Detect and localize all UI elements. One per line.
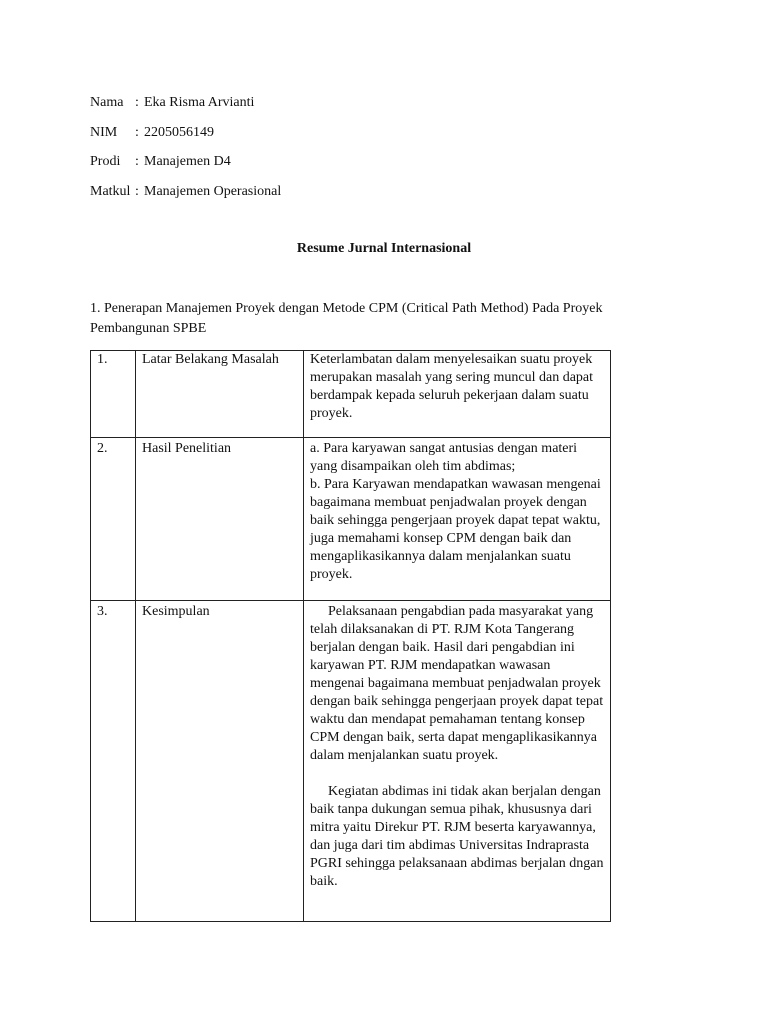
document-title: Resume Jurnal Internasional bbox=[296, 241, 472, 256]
content-point-a: a. Para karyawan sangat antusias dengan materi yang disampaikan oleh tim abdimas; bbox=[310, 441, 578, 474]
row-number: 3. bbox=[91, 601, 136, 922]
info-value: Eka Risma Arvianti bbox=[144, 95, 255, 110]
student-info bbox=[90, 93, 281, 211]
info-separator: : bbox=[135, 95, 139, 110]
row-content: Keterlambatan dalam menyelesaikan suatu proyek merupakan masalah yang sering muncul dan dapat berdampak kepada seluruh pekerjaan dalam suatu proyek. bbox=[304, 351, 611, 438]
row-number: 2. bbox=[91, 438, 136, 601]
table-row bbox=[91, 351, 611, 438]
info-value: Manajemen D4 bbox=[144, 154, 231, 169]
info-separator: : bbox=[135, 154, 139, 169]
info-label: Matkul bbox=[90, 183, 131, 199]
content-paragraph-2: Kegiatan abdimas ini tidak akan berjalan dengan baik tanpa dukungan semua pihak, khususnya dari mitra yaitu Direkur PT. RJM beserta karyawannya, dan juga dari tim abdimas Universitas Indraprasta PGRI sehingga pelaksanaan abdimas berjalan dngan baik. bbox=[310, 784, 604, 889]
info-value: 2205056149 bbox=[144, 124, 214, 140]
info-label: Prodi bbox=[90, 154, 121, 169]
info-separator: : bbox=[135, 183, 139, 199]
table-row bbox=[91, 438, 611, 601]
info-separator: : bbox=[135, 124, 139, 140]
info-value: Manajemen Operasional bbox=[144, 183, 282, 199]
info-row-matkul bbox=[90, 182, 281, 212]
info-label: NIM bbox=[90, 124, 118, 140]
row-label: Kesimpulan bbox=[136, 601, 304, 922]
resume-table bbox=[90, 350, 611, 922]
row-label: Latar Belakang Masalah bbox=[136, 351, 304, 438]
content-point-b: b. Para Karyawan mendapatkan wawasan mengenai bagaimana membuat penjadwalan proyek dengan baik sehingga pengerjaan proyek dapat tepat waktu, juga memahami konsep CPM dengan baik dan mengaplikasikannya dalam menjalankan suatu proyek. bbox=[310, 477, 601, 582]
info-row-nama bbox=[90, 93, 281, 123]
info-row-nim bbox=[90, 123, 281, 153]
info-row-prodi bbox=[90, 152, 281, 182]
section-heading: 1. Penerapan Manajemen Proyek dengan Metode CPM (Critical Path Method) Pada Proyek Pembangunan SPBE bbox=[90, 301, 603, 336]
info-label: Nama bbox=[90, 95, 124, 110]
row-number: 1. bbox=[91, 351, 136, 438]
table-row bbox=[91, 601, 611, 922]
row-content bbox=[304, 438, 611, 601]
content-paragraph-1: Pelaksanaan pengabdian pada masyarakat yang telah dilaksanakan di PT. RJM Kota Tangerang berjalan dengan baik. Hasil dari pengabdian ini karyawan PT. RJM mendapatkan wawasan mengenai bagaimana membuat penjadwalan proyek dengan baik sehingga pengerjaan proyek dapat tepat waktu dan mendapat pemahaman tentang konsep CPM dengan baik, serta dapat mengaplikasikannya dalam menjalankan suatu proyek. bbox=[310, 604, 604, 763]
row-label: Hasil Penelitian bbox=[136, 438, 304, 601]
row-content bbox=[304, 601, 611, 922]
